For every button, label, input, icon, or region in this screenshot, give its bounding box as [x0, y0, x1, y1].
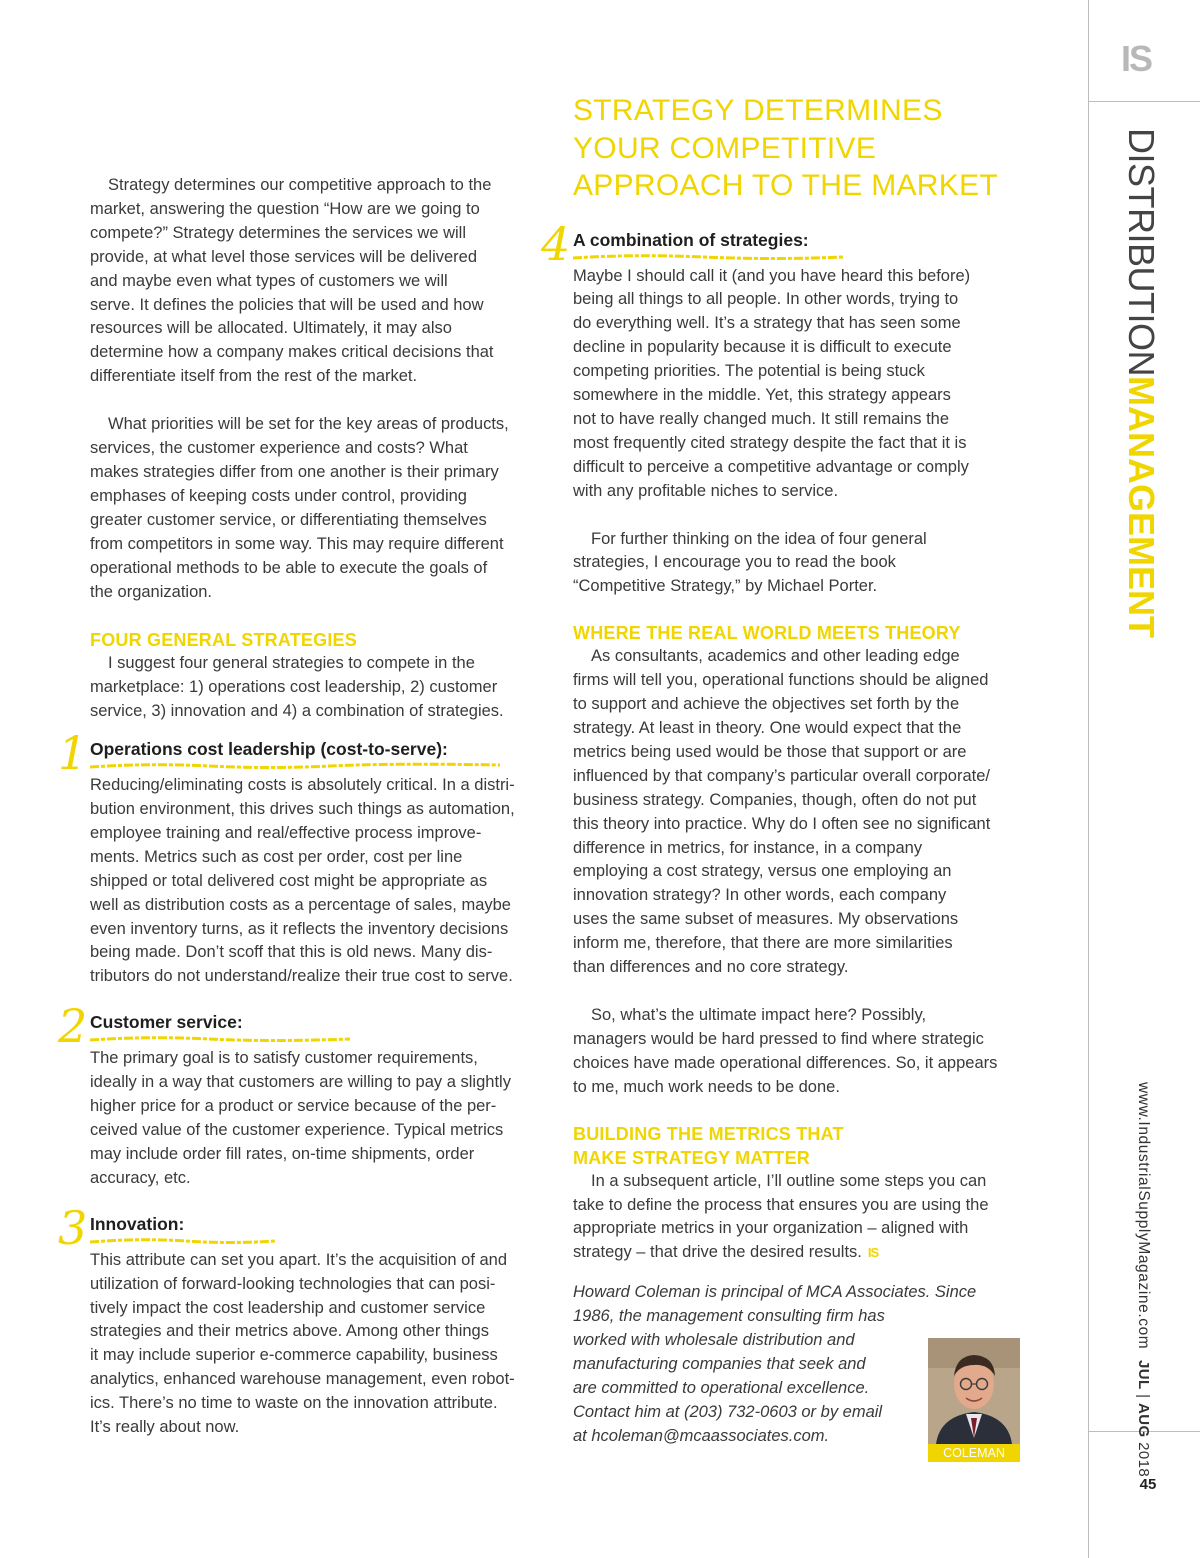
- text-line: competing priorities. The potential is being stuck: [573, 362, 925, 381]
- heading-line: MAKE STRATEGY MATTER: [573, 1147, 810, 1168]
- text-line: take to define the process that ensures you are using the: [573, 1195, 989, 1214]
- strategy-number-1: 1: [58, 726, 88, 781]
- title-line: STRATEGY DETERMINES: [573, 94, 943, 127]
- text-line: This attribute can set you apart. It’s the acquisition of and: [90, 1250, 508, 1269]
- text-line: marketplace: 1) operations cost leadership, 2) customer: [90, 678, 498, 697]
- text-line: business strategy. Companies, though, often do not put: [573, 790, 977, 809]
- strategy-3-body: [90, 1249, 540, 1440]
- strategy-3: [58, 1200, 540, 1440]
- text-line: being all things to all people. In other words, trying to: [573, 290, 959, 309]
- text-line: “Competitive Strategy,” by Michael Porter.: [573, 577, 878, 596]
- text-line: managers would be hard pressed to find where strategic: [573, 1029, 984, 1048]
- text-line-content: strategy – that drive the desired results.: [573, 1243, 862, 1262]
- page-number: 45: [1139, 1476, 1157, 1493]
- highlight-scribble: [90, 1237, 275, 1245]
- strategy-1-heading: [90, 738, 448, 760]
- text-line: worked with wholesale distribution and: [573, 1331, 855, 1350]
- strategy-1: [58, 726, 540, 989]
- text-line: As consultants, academics and other leading edge: [591, 647, 960, 666]
- text-line: and maybe even what types of customers we will: [90, 271, 448, 290]
- text-line: uses the same subset of measures. My observations: [573, 910, 959, 929]
- text-line: influenced by that company’s particular overall corporate/: [573, 766, 991, 785]
- text-line: 1986, the management consulting firm has: [573, 1307, 885, 1326]
- text-line: firms will tell you, operational functions should be aligned: [573, 671, 989, 690]
- text-line: What priorities will be set for the key areas of products,: [108, 415, 509, 434]
- text-line: ceived value of the customer experience. Typical metrics: [90, 1121, 504, 1139]
- issue-separator: |: [1135, 1394, 1152, 1399]
- strategy-2: [58, 999, 540, 1190]
- text-line: higher price for a product or service because of the per-: [90, 1097, 497, 1116]
- strategy-4-body: [573, 265, 1033, 504]
- intro-paragraph-1: [90, 174, 540, 389]
- building-metrics-paragraph: [573, 1170, 1033, 1266]
- text-line: resources will be allocated. Ultimately, it may also: [90, 319, 452, 338]
- text-line: most frequently cited strategy despite the fact that it is: [573, 433, 967, 452]
- text-line: tively impact the cost leadership and customer service: [90, 1298, 486, 1317]
- article-title: [573, 92, 1033, 205]
- text-line: may include order fill rates, on-time shipments, order: [90, 1144, 475, 1163]
- strategy-2-heading-text: Customer service:: [90, 1012, 243, 1033]
- text-line: ideally in a way that customers are willing to pay a slightly: [90, 1073, 511, 1092]
- text-line: strategies, I encourage you to read the book: [573, 553, 896, 572]
- four-strategies-heading: FOUR GENERAL STRATEGIES: [90, 630, 357, 651]
- text-line: Howard Coleman is principal of MCA Associates. Since: [573, 1283, 977, 1302]
- text-line: ments. Metrics such as cost per order, cost per line: [90, 847, 463, 866]
- text-line: Strategy determines our competitive approach to the: [108, 176, 492, 194]
- text-line: inform me, therefore, that there are more similarities: [573, 934, 953, 953]
- impact-paragraph: [573, 1004, 1033, 1100]
- further-reading-paragraph: [573, 528, 1033, 600]
- strategy-number-4: 4: [541, 216, 571, 271]
- text-line: decline in popularity because it is difficult to execute: [573, 338, 952, 357]
- text-line: provide, at what level those services will be delivered: [90, 247, 478, 266]
- text-line: operational methods to be able to execute the goals of: [90, 558, 488, 577]
- heading-line: BUILDING THE METRICS THAT: [573, 1123, 844, 1144]
- text-line: services, the customer experience and costs? What: [90, 439, 468, 458]
- highlight-scribble: [90, 762, 500, 770]
- text-line: are committed to operational excellence.: [573, 1378, 870, 1397]
- text-line: innovation strategy? In other words, each company: [573, 886, 947, 905]
- text-line: employee training and real/effective process improve-: [90, 823, 482, 842]
- text-line: manufacturing companies that seek and: [573, 1354, 866, 1373]
- text-line: For further thinking on the idea of four general: [591, 529, 927, 548]
- strategy-number-3: 3: [58, 1200, 88, 1255]
- four-strategies-paragraph: [90, 652, 540, 724]
- text-line: difference in metrics, for instance, in a company: [573, 838, 923, 857]
- text-line: differentiate itself from the rest of the market.: [90, 367, 418, 386]
- strategy-4: [541, 216, 1033, 504]
- text-line: difficult to perceive a competitive advantage or comply: [573, 457, 969, 476]
- text-line: ics. There’s no time to waste on the innovation attribute.: [90, 1394, 498, 1413]
- text-line: well as distribution costs as a percentage of sales, maybe: [90, 895, 511, 914]
- author-photo: [928, 1338, 1020, 1444]
- strategy-3-heading: [90, 1213, 184, 1235]
- text-line: choices have made operational differences. So, it appears: [573, 1053, 998, 1072]
- text-line: tributors do not understand/realize their true cost to serve.: [90, 967, 513, 986]
- strategy-1-heading-text: Operations cost leadership (cost-to-serve):: [90, 739, 448, 760]
- text-line: bution environment, this drives such things as automation,: [90, 800, 515, 819]
- text-line: Contact him at (203) 732-0603 or by email: [573, 1402, 883, 1421]
- is-logo: IS: [1121, 38, 1152, 79]
- text-line: do everything well. It’s a strategy that has seen some: [573, 314, 961, 333]
- text-line: compete?” Strategy determines the services we will: [90, 223, 466, 242]
- text-line: Reducing/eliminating costs is absolutely critical. In a distri-: [90, 776, 515, 795]
- text-line: emphases of keeping costs under control, providing: [90, 486, 467, 505]
- end-mark-logo: IS: [867, 1245, 879, 1261]
- title-line: APPROACH TO THE MARKET: [573, 169, 999, 202]
- strategy-4-heading: [573, 229, 809, 251]
- text-line: serve. It defines the policies that will be used and how: [90, 295, 484, 314]
- strategy-1-body: [90, 774, 540, 989]
- text-line: strategy. At least in theory. One would expect that the: [573, 719, 962, 737]
- text-line: shipped or total delivered cost might be appropriate as: [90, 871, 488, 890]
- real-world-heading: WHERE THE REAL WORLD MEETS THEORY: [573, 623, 961, 644]
- strategy-2-heading: [90, 1011, 243, 1033]
- real-world-paragraph: [573, 645, 1033, 980]
- text-line: strategies and their metrics above. Among other things: [90, 1322, 489, 1341]
- issue-month-1: JUL: [1135, 1360, 1152, 1390]
- text-line: employing a cost strategy, versus one employing an: [573, 862, 952, 881]
- text-line: analytics, enhanced warehouse management, even robot-: [90, 1370, 515, 1389]
- text-line: I suggest four general strategies to compete in the: [108, 654, 475, 673]
- text-line: it may include superior e-commerce capability, business: [90, 1346, 498, 1365]
- issue-year: 2018: [1135, 1442, 1152, 1478]
- text-line: with any profitable niches to service.: [573, 481, 839, 500]
- right-column: [541, 92, 1033, 1449]
- strategy-3-heading-text: Innovation:: [90, 1213, 185, 1234]
- text-line: metrics being used would be those that support or are: [573, 742, 967, 761]
- text-line: determine how a company makes critical decisions that: [90, 343, 494, 362]
- issue-date: [1135, 1360, 1152, 1477]
- text-line: utilization of forward-looking technologies that can posi-: [90, 1274, 496, 1293]
- highlight-scribble: [90, 1035, 350, 1043]
- highlight-scribble: [573, 253, 843, 261]
- text-line: greater customer service, or differentiating themselves: [90, 510, 487, 529]
- strategy-2-body: [90, 1047, 540, 1190]
- text-line: It’s really about now.: [90, 1418, 240, 1437]
- text-line: at hcoleman@mcaassociates.com.: [573, 1426, 830, 1445]
- section-title: [1122, 128, 1160, 638]
- text-line: this theory into practice. Why do I often see no significant: [573, 814, 991, 833]
- divider: [1089, 101, 1200, 102]
- left-column: [58, 174, 540, 1440]
- text-line: service, 3) innovation and 4) a combination of strategies.: [90, 702, 504, 721]
- intro-paragraph-2: [90, 413, 540, 604]
- section-title-bold: MANAGEMENT: [1121, 376, 1162, 638]
- title-line: YOUR COMPETITIVE: [573, 131, 877, 165]
- text-line: even inventory turns, as it reflects the inventory decisions: [90, 919, 509, 938]
- strategy-4-heading-text: A combination of strategies:: [573, 229, 809, 250]
- photo-caption: COLEMAN: [928, 1444, 1020, 1462]
- text-line: So, what’s the ultimate impact here? Possibly,: [591, 1005, 927, 1024]
- text-line: not to have really changed much. It still remains the: [573, 409, 950, 428]
- text-line: to support and achieve the objectives set forth by the: [573, 695, 960, 714]
- text-line: somewhere in the middle. Yet, this strategy appears: [573, 386, 951, 405]
- text-line: market, answering the question “How are we going to: [90, 199, 480, 218]
- text-line: to me, much work needs to be done.: [573, 1077, 840, 1096]
- text-line: than differences and no core strategy.: [573, 958, 849, 977]
- issue-month-2: AUG: [1135, 1403, 1152, 1438]
- text-line: being made. Don’t scoff that this is old news. Many dis-: [90, 943, 493, 962]
- text-line: from competitors in some way. This may require different: [90, 534, 504, 553]
- text-line: makes strategies differ from one another is their primary: [90, 462, 499, 481]
- text-line: accuracy, etc.: [90, 1168, 191, 1187]
- strategy-number-2: 2: [58, 999, 88, 1054]
- text-line: In a subsequent article, I’ll outline some steps you can: [591, 1171, 987, 1190]
- text-line: appropriate metrics in your organization – aligned with: [573, 1219, 969, 1238]
- text-line: [573, 1241, 1033, 1265]
- text-line: The primary goal is to satisfy customer requirements,: [90, 1049, 478, 1068]
- building-metrics-heading: [573, 1122, 1033, 1170]
- section-title-light: DISTRIBUTION: [1121, 128, 1162, 377]
- text-line: the organization.: [90, 582, 213, 601]
- text-line: Maybe I should call it (and you have heard this before): [573, 266, 971, 285]
- website-url: www.IndustrialSupplyMagazine.com: [1135, 1082, 1152, 1350]
